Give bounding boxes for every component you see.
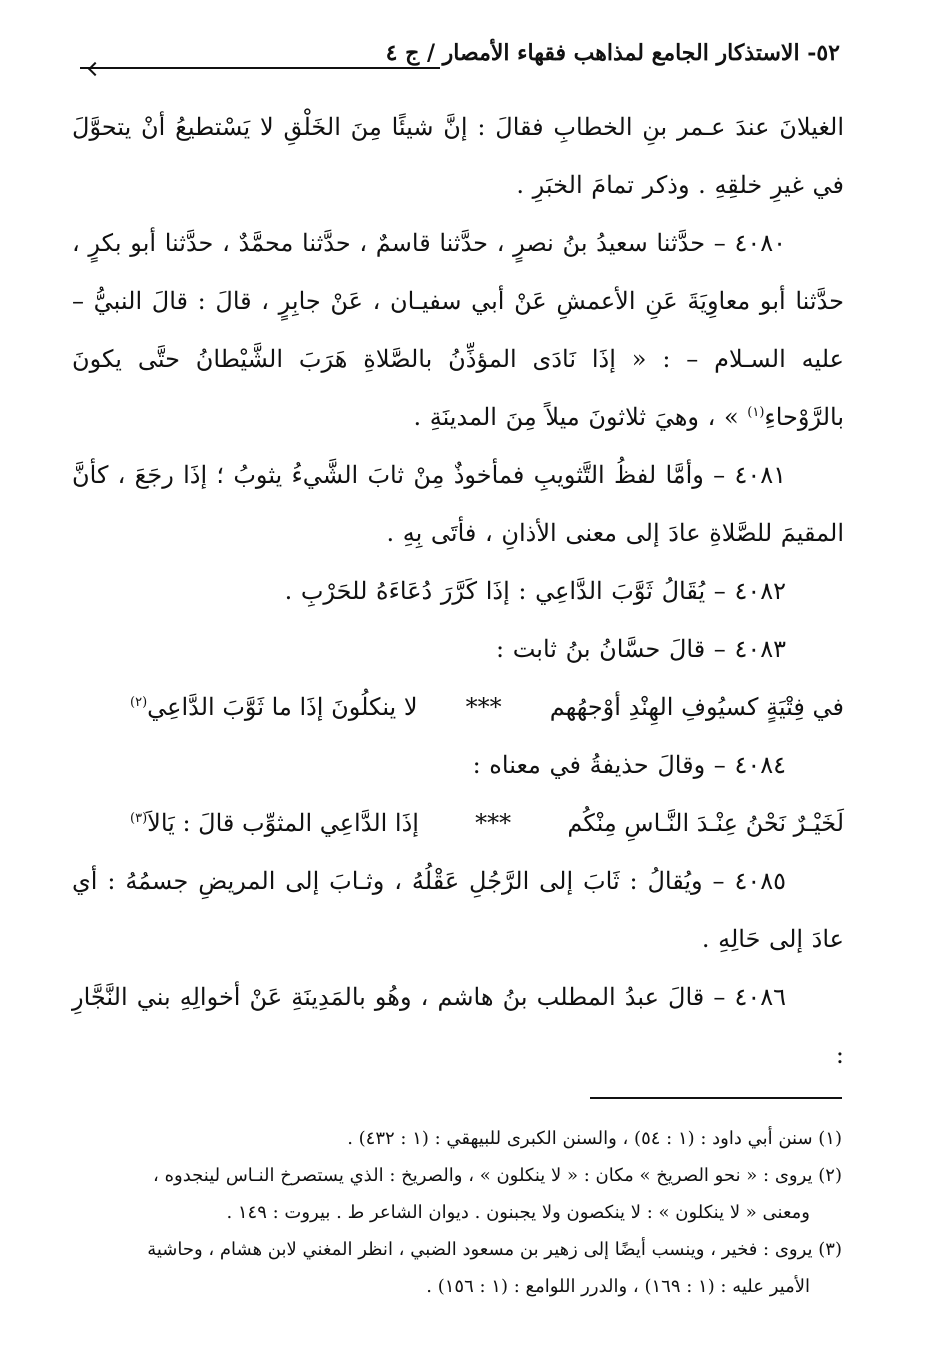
footnote-2: (٢) يروى : « نحو الصريخ » مكان : « لا ينكلون » ، والصريخ : الذي يستصرخ النـاس لينجدوه ،: [153, 1165, 842, 1186]
footnote-marker-2[interactable]: (٢): [130, 695, 148, 710]
footnote-marker-1[interactable]: (١): [747, 405, 765, 420]
verse-hemistich-second: إذَا الدَّاعِي المثوِّب قالَ : يَالاَ$^{(٣)}$: [130, 809, 419, 837]
paragraph-4082: ٤٠٨٢ – يُقَالُ ثَوَّبَ الدَّاعِي : إذَا كَرَّرَ دُعَاءَهُ للحَرْبِ .: [284, 577, 786, 605]
footnote-separator: [590, 1097, 842, 1099]
verse-hemistich-first: لَخَيْـرٌ نَحْنُ عِنْـدَ النَّـاسِ مِنْكُم: [567, 809, 844, 837]
paragraph-4084: ٤٠٨٤ – وقالَ حذيفةُ في معناه :: [472, 751, 786, 779]
running-header: [80, 40, 840, 76]
header-rule-ornament: [80, 67, 440, 69]
paragraph-4085: ٤٠٨٥ – ويُقالُ : ثَابَ إلى الرَّجُلِ عَقْلُهُ ، وثـابَ إلى المريضِ جسمُهُ : أي عادَ إلى حَالِهِ .: [72, 867, 844, 953]
footnotes: [72, 1120, 842, 1305]
footnote-2-continuation: ومعنى « لا ينكلون » : لا ينكصون ولا يجبنون . ديوان الشاعر ط . بيروت : ١٤٩ .: [226, 1202, 810, 1223]
main-text: [72, 98, 844, 1084]
footnote-3: (٣) يروى : فخير ، وينسب أيضًا إلى زهير بن مسعود الضبي ، انظر المغني لابن هشام ، وحاشية: [147, 1239, 842, 1260]
verse-hemistich-first: في فِتْيَةٍ كسيُوفِ الهِنْدِ أوْجهُهم: [549, 693, 844, 721]
paragraph-4086: ٤٠٨٦ – قالَ عبدُ المطلب بنُ هاشم ، وهُو بالمَدِينَةِ عَنْ أخوالِهِ بني النَّجَّارِ :: [72, 983, 844, 1069]
paragraph-continuation: الغيلانَ عندَ عـمر بنِ الخطابِ فقالَ : إنَّ شيئًا مِنَ الخَلْقِ لا يَسْتطيعُ أنْ يتحوَّلَ في غيرِ خلقِهِ . وذكر تمامَ الخبَرِ .: [72, 113, 844, 199]
footnote-marker-3[interactable]: (٣): [130, 811, 148, 826]
verse-hassan: [72, 678, 844, 736]
verse-hemistich-second: لا ينكلُونَ إذَا ما ثَوَّبَ الدَّاعِي$^{(٢)}$: [130, 693, 418, 721]
footnote-1: (١) سنن أبي داود : (١ : ٥٤) ، والسنن الكبرى للبيهقي : (١ : ٤٣٢) .: [347, 1128, 842, 1149]
verse-separator: ***: [475, 809, 512, 837]
paragraph-4080: ٤٠٨٠ – حدَّثنا سعيدُ بنُ نصرٍ ، حدَّثنا قاسمٌ ، حدَّثنا محمَّدٌ ، حدَّثنا أبو بكرٍ ، حدَّثنا أبو معاوِيَةَ عَنِ الأعمشِ عَنْ أبي سفيـان ، عَنْ جابِرٍ ، قالَ : قالَ النبيُّ – عليه السـلام – : « إذَا نَادَى المؤذِّنُ بالصَّلاةِ هَرَبَ الشَّيْطانُ حتَّى يكونَ بالرَّوْحاءِ$^{(١)}$ » ، وهيَ ثلاثونَ ميلاً مِنَ المدينَةِ .: [72, 229, 844, 431]
paragraph-4083: ٤٠٨٣ – قالَ حسَّانُ بنُ ثابت :: [495, 635, 786, 663]
footnote-3-continuation: الأمير عليه : (١ : ١٦٩) ، والدرر اللوامع : (١ : ١٥٦) .: [426, 1276, 810, 1297]
verse-separator: ***: [465, 693, 502, 721]
paragraph-4081: ٤٠٨١ – وأمَّا لفظُ التَّثويبِ فمأخوذٌ مِنْ ثابَ الشَّيءُ يثوبُ ؛ إذَا رجَعَ ، كأنَّ المقيمَ للصَّلاةِ عادَ إلى معنى الأذانِ ، فأتَى بِهِ .: [72, 461, 844, 547]
header-title: ٥٢- الاستذكار الجامع لمذاهب فقهاء الأمصار / ج ٤: [385, 40, 840, 66]
verse-hudhayfa: [72, 794, 844, 852]
